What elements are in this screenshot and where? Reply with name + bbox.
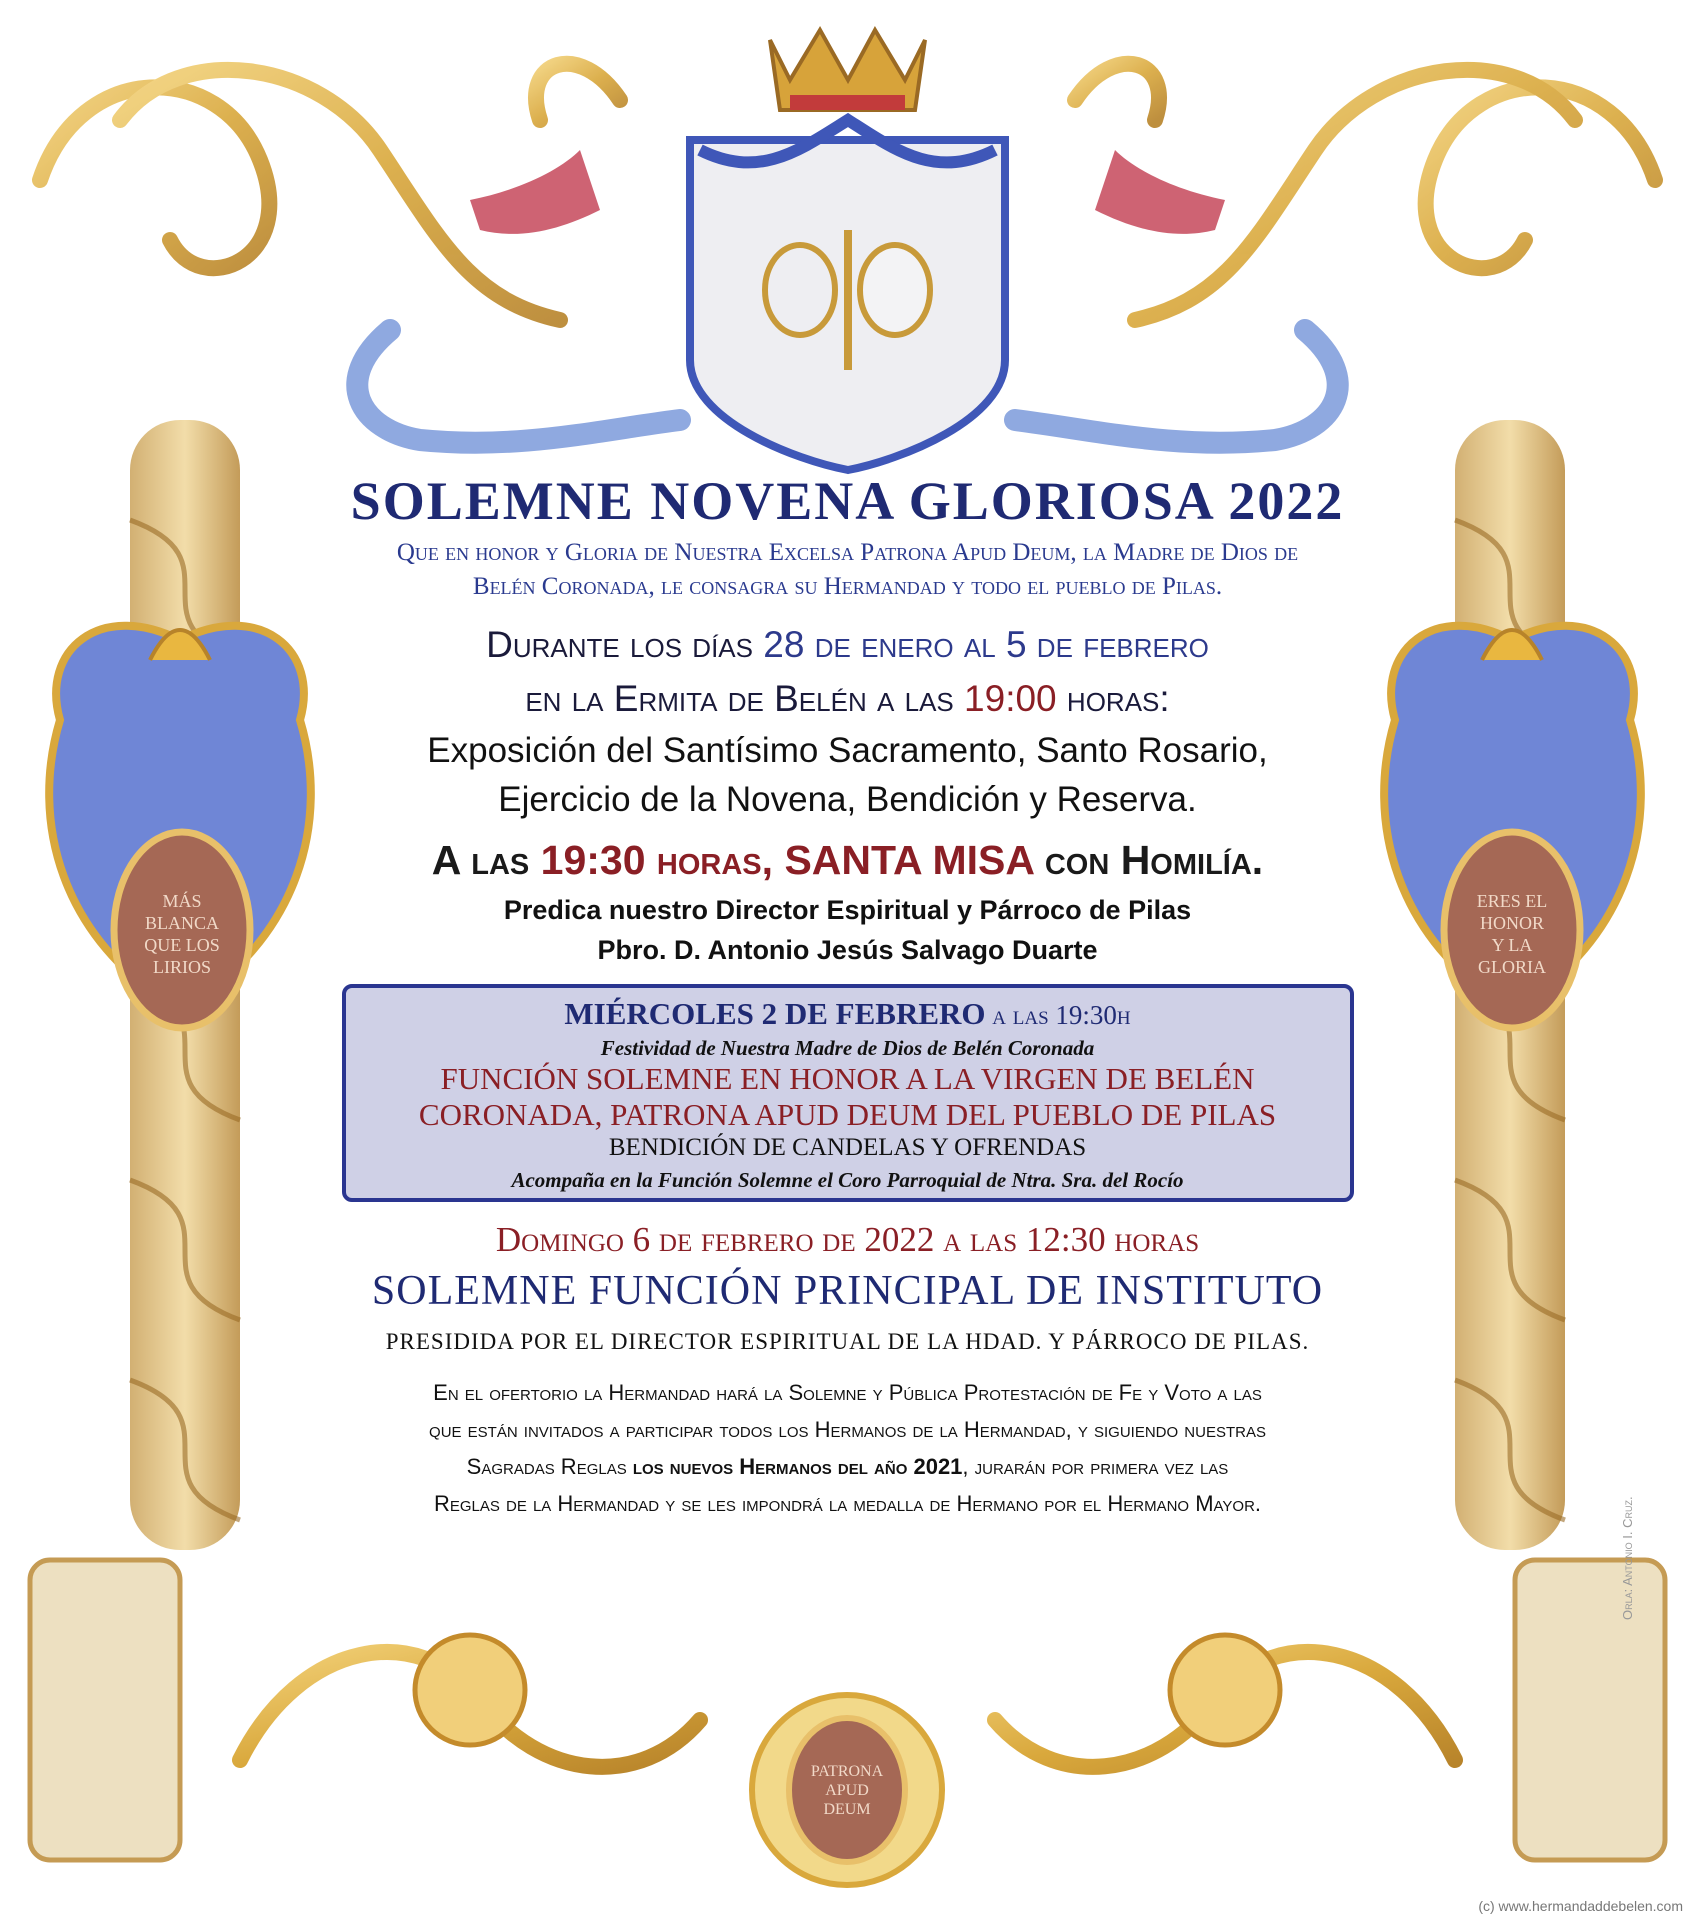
left-medallion-text: MÁS BLANCA QUE LOS LIRIOS: [144, 891, 220, 977]
left-drape: [470, 150, 600, 234]
presidida: PRESIDIDA POR EL DIRECTOR ESPIRITUAL DE LA HDAD. Y PÁRROCO DE PILAS.: [385, 1329, 1310, 1354]
subtitle: Que en honor y Gloria de Nuestra Excelsa Patrona Apud Deum, la Madre de Dios de Belén Coronada, le consagra su Hermandad y todo el pueblo de Pilas.: [396, 539, 1299, 600]
box-funcion: FUNCIÓN SOLEMNE EN HONOR A LA VIRGEN DE BELÉN CORONADA, PATRONA APUD DEUM DEL PUEBLO DE PILAS: [418, 1061, 1277, 1132]
highlight-box: [342, 984, 1354, 1202]
box-festividad: Festividad de Nuestra Madre de Dios de Belén Coronada: [600, 1036, 1095, 1060]
funcion-principal-title: SOLEMNE FUNCIÓN PRINCIPAL DE INSTITUTO: [371, 1268, 1324, 1314]
artist-credit: Orla: Antonio I. Cruz.: [1620, 1496, 1635, 1620]
coat-of-arms: [690, 30, 1005, 470]
bottom-ornaments: [30, 1560, 1665, 1885]
box-coro: Acompaña en la Función Solemne el Coro Parroquial de Ntra. Sra. del Rocío: [511, 1168, 1184, 1192]
novena-acts: Exposición del Santísimo Sacramento, Santo Rosario, Ejercicio de la Novena, Bendición y Reserva.: [427, 731, 1268, 819]
novena-dates: Durante los días 28 de enero al 5 de febrero: [486, 624, 1209, 665]
page-title: SOLEMNE NOVENA GLORIOSA 2022: [350, 471, 1345, 531]
misa-line: A las 19:30 horas, SANTA MISA con Homilía.: [431, 837, 1264, 883]
right-medallion-text: ERES EL HONOR Y LA GLORIA: [1476, 891, 1548, 977]
watermark: (c) www.hermandaddebelen.com: [1478, 1898, 1683, 1914]
box-bendicion: BENDICIÓN DE CANDELAS Y OFRENDAS: [608, 1134, 1087, 1161]
right-ribbon: [1015, 330, 1338, 443]
ofertorio-paragraph: En el ofertorio la Hermandad hará la Solemne y Pública Protestación de Fe y Voto a las que están invitados a participar todos los Hermanos de la Hermandad, y siguiendo nuestras Sagradas Reglas los nuevos Hermanos del año 2021, jurarán por primera vez las Reglas de la Hermandad y se les impondrá la medalla de Hermano por el Hermano Mayor.: [429, 1380, 1266, 1516]
poster-content: [250, 470, 1445, 1522]
bottom-medallion-text: PATRONA APUD DEUM: [810, 1763, 884, 1818]
left-ribbon: [357, 330, 680, 443]
domingo-date: Domingo 6 de febrero de 2022 a las 12:30 horas: [495, 1220, 1200, 1259]
box-title: MIÉRCOLES 2 DE FEBRERO a las 19:30h: [564, 996, 1131, 1031]
predica: Predica nuestro Director Espiritual y Párroco de Pilas Pbro. D. Antonio Jesús Salvago Duarte: [503, 895, 1192, 965]
novena-place: en la Ermita de Belén a las 19:00 horas:: [525, 678, 1170, 719]
right-drape: [1095, 150, 1225, 234]
